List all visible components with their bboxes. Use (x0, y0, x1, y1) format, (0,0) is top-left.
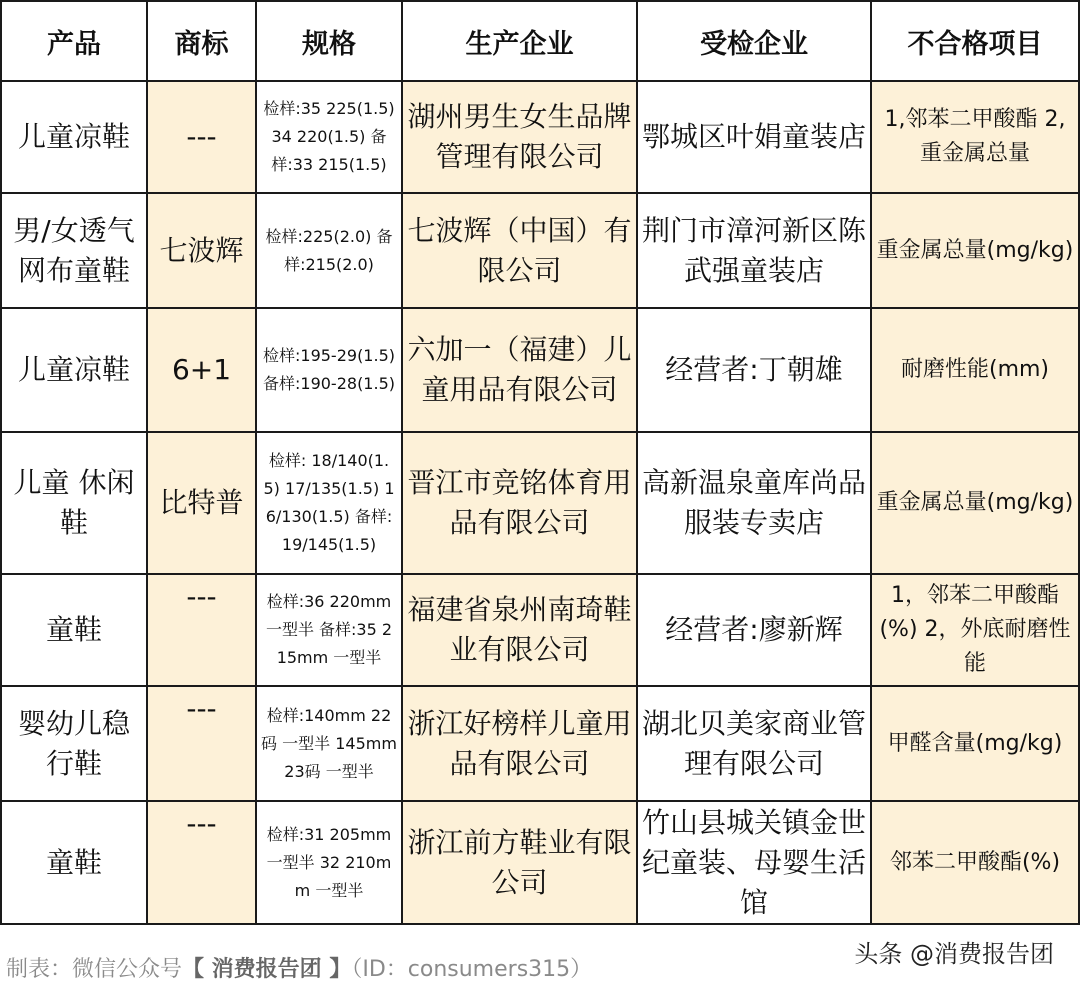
cell-inspected: 竹山县城关镇金世纪童装、母婴生活馆 (637, 801, 871, 924)
cell-product: 男/女透气网布童鞋 (1, 193, 147, 308)
cell-spec: 检样:36 220mm 一型半 备样:35 215mm 一型半 (256, 574, 402, 686)
cell-failed-items: 邻苯二甲酸酯(%) (871, 801, 1079, 924)
cell-manufacturer: 六加一（福建）儿童用品有限公司 (402, 308, 637, 432)
cell-inspected: 荆门市漳河新区陈武强童装店 (637, 193, 871, 308)
cell-manufacturer: 浙江前方鞋业有限公司 (402, 801, 637, 924)
header-inspected: 受检企业 (637, 1, 871, 81)
cell-inspected: 高新温泉童库尚品服装专卖店 (637, 432, 871, 574)
cell-inspected: 鄂城区叶娟童装店 (637, 81, 871, 193)
cell-failed-items: 甲醛含量(mg/kg) (871, 686, 1079, 801)
cell-product: 儿童 休闲鞋 (1, 432, 147, 574)
cell-brand: 七波辉 (147, 193, 256, 308)
credit-id: （ID：consumers315） (351, 957, 593, 982)
credit-prefix: 制表：微信公众号 (6, 957, 183, 982)
header-spec: 规格 (256, 1, 402, 81)
cell-failed-items: 1,邻苯二甲酸酯 2,重金属总量 (871, 81, 1079, 193)
cell-inspected: 湖北贝美家商业管理有限公司 (637, 686, 871, 801)
cell-brand: --- (147, 574, 256, 686)
credit-line (6, 952, 592, 983)
footer (0, 932, 1080, 986)
cell-inspected: 经营者:廖新辉 (637, 574, 871, 686)
cell-product: 童鞋 (1, 574, 147, 686)
cell-brand: --- (147, 686, 256, 801)
header-brand: 商标 (147, 1, 256, 81)
table-row (1, 686, 1079, 801)
cell-spec: 检样:140mm 22码 一型半 145mm 23码 一型半 (256, 686, 402, 801)
table-row (1, 574, 1079, 686)
table-row (1, 432, 1079, 574)
cell-brand: --- (147, 801, 256, 924)
table-header-row (1, 1, 1079, 81)
table-row (1, 193, 1079, 308)
cell-product: 儿童凉鞋 (1, 308, 147, 432)
table-row (1, 308, 1079, 432)
cell-failed-items: 耐磨性能(mm) (871, 308, 1079, 432)
cell-spec: 检样: 18/140(1.5) 17/135(1.5) 16/130(1.5) 备样: 19/145(1.5) (256, 432, 402, 574)
cell-spec: 检样:195-29(1.5) 备样:190-28(1.5) (256, 308, 402, 432)
cell-brand: --- (147, 81, 256, 193)
watermark: 头条 @消费报告团 (854, 940, 1054, 968)
cell-spec: 检样:225(2.0) 备样:215(2.0) (256, 193, 402, 308)
cell-brand: 比特普 (147, 432, 256, 574)
cell-manufacturer: 七波辉（中国）有限公司 (402, 193, 637, 308)
table-row (1, 801, 1079, 924)
cell-product: 婴幼儿稳行鞋 (1, 686, 147, 801)
cell-inspected: 经营者:丁朝雄 (637, 308, 871, 432)
cell-spec: 检样:35 225(1.5) 34 220(1.5) 备样:33 215(1.5) (256, 81, 402, 193)
cell-manufacturer: 湖州男生女生品牌管理有限公司 (402, 81, 637, 193)
cell-manufacturer: 浙江好榜样儿童用品有限公司 (402, 686, 637, 801)
header-product: 产品 (1, 1, 147, 81)
header-failed-items: 不合格项目 (871, 1, 1079, 81)
cell-product: 儿童凉鞋 (1, 81, 147, 193)
header-manufacturer: 生产企业 (402, 1, 637, 81)
cell-failed-items: 重金属总量(mg/kg) (871, 193, 1079, 308)
cell-manufacturer: 福建省泉州南琦鞋业有限公司 (402, 574, 637, 686)
cell-spec: 检样:31 205mm 一型半 32 210mm 一型半 (256, 801, 402, 924)
cell-brand: 6+1 (147, 308, 256, 432)
cell-failed-items: 1，邻苯二甲酸酯(%) 2，外底耐磨性能 (871, 574, 1079, 686)
cell-manufacturer: 晋江市竞铭体育用品有限公司 (402, 432, 637, 574)
cell-product: 童鞋 (1, 801, 147, 924)
cell-failed-items: 重金属总量(mg/kg) (871, 432, 1079, 574)
credit-name: 【 消费报告团 】 (182, 957, 352, 982)
table-row (1, 81, 1079, 193)
